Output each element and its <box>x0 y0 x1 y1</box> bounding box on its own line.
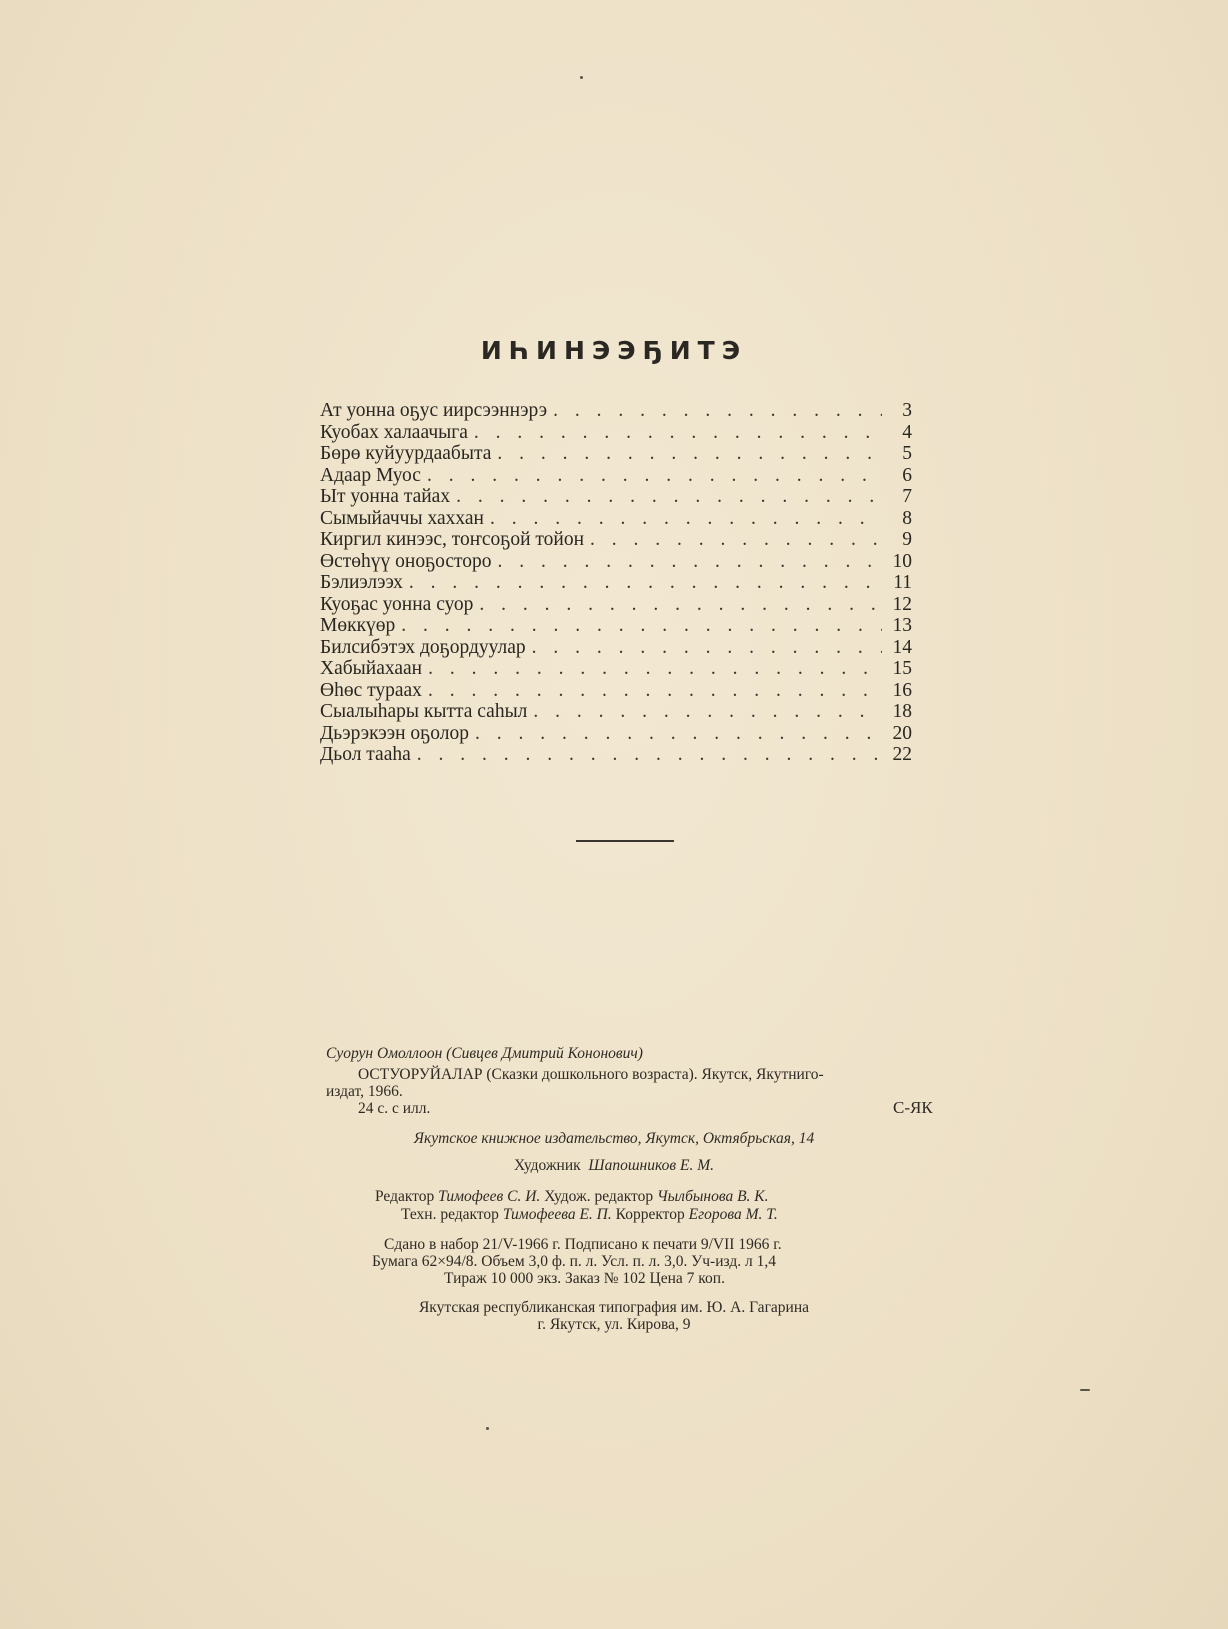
imprint-artist <box>0 1157 1228 1175</box>
print-speck <box>1080 1389 1090 1391</box>
toc-leader-dots <box>456 486 882 508</box>
table-of-contents <box>320 400 912 766</box>
imprint-index: С-ЯК <box>893 1098 933 1117</box>
toc-entry-title: Өһөс тураах <box>320 679 422 701</box>
imprint-paper: Бумага 62×94/8. Объем 3,0 ф. п. л. Усл. п. л. 3,0. Уч-изд. л 1,4 <box>372 1253 776 1270</box>
toc-leader-dots <box>553 400 882 422</box>
toc-entry-title: Ыт уонна тайах <box>320 486 451 507</box>
toc-leader-dots <box>417 744 882 766</box>
toc-entry-title: Дьэрэкээн оҕолор <box>320 722 469 744</box>
toc-entry-title: Дьол тааһа <box>320 744 411 765</box>
toc-entry <box>320 744 912 766</box>
toc-entry <box>320 465 912 487</box>
imprint-printer-address: г. Якутск, ул. Кирова, 9 <box>537 1316 691 1333</box>
toc-entry <box>320 508 912 530</box>
toc-entry-page: 6 <box>902 464 912 486</box>
toc-entry <box>320 551 912 573</box>
toc-entry <box>320 422 912 444</box>
toc-entry-page: 9 <box>902 529 912 550</box>
editor-label: Редактор <box>375 1188 435 1205</box>
toc-entry-page: 5 <box>902 443 912 464</box>
toc-entry-title: Адаар Муос <box>320 464 421 486</box>
toc-leader-dots <box>475 723 882 745</box>
artist-name: Шапошников Е. М. <box>588 1157 714 1174</box>
toc-entry-title: Хабыйахаан <box>320 658 423 679</box>
corrector-name: Егорова М. Т. <box>688 1206 778 1223</box>
toc-entry-page: 14 <box>892 636 912 658</box>
toc-entry-title: Куобах халаачыга <box>320 421 468 443</box>
toc-entry-page: 13 <box>892 615 912 636</box>
toc-entry <box>320 443 912 465</box>
toc-entry-title: Сыалыһары кытта саһыл <box>320 701 528 722</box>
imprint-circulation: Тираж 10 000 экз. Заказ № 102 Цена 7 коп. <box>444 1270 725 1287</box>
imprint-editors <box>375 1188 768 1206</box>
toc-leader-dots <box>479 594 882 616</box>
toc-entry-title: Сымыйаччы хаххан <box>320 507 484 529</box>
imprint-print-dates: Сдано в набор 21/V-1966 г. Подписано к печати 9/VII 1966 г. <box>384 1236 782 1253</box>
imprint-publisher: Якутское книжное издательство, Якутск, Октябрьская, 14 <box>413 1130 815 1147</box>
toc-entry-page: 7 <box>902 486 912 507</box>
toc-entry <box>320 658 912 680</box>
tech-editor-name: Тимофеева Е. П. <box>502 1206 612 1223</box>
toc-entry <box>320 637 912 659</box>
toc-entry <box>320 723 912 745</box>
print-speck <box>580 76 583 79</box>
imprint-printer: Якутская республиканская типография им. Ю. А. Гагарина <box>418 1299 810 1316</box>
toc-entry-page: 18 <box>892 701 912 722</box>
toc-leader-dots <box>498 551 882 573</box>
contents-title: ИҺИНЭЭҔИТЭ <box>480 336 748 365</box>
tech-editor-label: Техн. редактор <box>401 1206 499 1223</box>
toc-entry-title: Киргил кинээс, тоҥсоҕой тойон <box>320 529 585 550</box>
toc-leader-dots <box>409 572 882 594</box>
toc-leader-dots <box>474 422 882 444</box>
corrector-label: Корректор <box>615 1206 685 1223</box>
toc-entry-title: Бөрө куйуурдаабыта <box>320 443 492 464</box>
toc-entry <box>320 400 912 422</box>
toc-entry-page: 10 <box>892 550 912 572</box>
toc-entry-page: 15 <box>892 658 912 679</box>
toc-leader-dots <box>427 465 882 487</box>
toc-entry-title: Бэлиэлээх <box>320 572 403 593</box>
toc-leader-dots <box>490 508 882 530</box>
toc-leader-dots <box>533 701 882 723</box>
toc-entry-page: 12 <box>892 593 912 615</box>
toc-leader-dots <box>428 680 882 702</box>
toc-entry-title: Ат уонна оҕус иирсээннэрэ <box>320 400 548 421</box>
toc-entry-title: Өстөһүү оноҕосторо <box>320 550 492 572</box>
toc-leader-dots <box>497 443 882 465</box>
imprint-pages: 24 с. с илл. <box>358 1100 431 1117</box>
imprint-book-title-cont: издат, 1966. <box>326 1083 403 1100</box>
toc-entry-title: Мөккүөр <box>320 615 396 636</box>
toc-entry-page: 20 <box>892 722 912 744</box>
toc-entry-page: 22 <box>892 744 912 765</box>
toc-entry-page: 11 <box>893 572 912 593</box>
toc-entry-title: Куоҕас уонна суор <box>320 593 474 615</box>
toc-entry <box>320 594 912 616</box>
toc-entry <box>320 572 912 594</box>
imprint-author: Суорун Омоллоон (Сивцев Дмитрий Кононович) <box>326 1045 643 1062</box>
toc-entry <box>320 680 912 702</box>
toc-entry-page: 3 <box>902 400 912 421</box>
imprint-tech-editors <box>401 1206 778 1224</box>
toc-entry <box>320 529 912 551</box>
section-divider <box>576 840 674 842</box>
toc-leader-dots <box>428 658 882 680</box>
toc-entry <box>320 701 912 723</box>
art-editor-label: Худож. редактор <box>544 1188 654 1205</box>
artist-label: Художник <box>513 1157 581 1174</box>
toc-leader-dots <box>532 637 882 659</box>
art-editor-name: Чылбынова В. К. <box>656 1188 769 1205</box>
toc-entry-title: Билсибэтэх доҕордуулар <box>320 636 526 658</box>
editor-name: Тимофеев С. И. <box>438 1188 541 1205</box>
imprint-book-title: ОСТУОРУЙАЛАР (Сказки дошкольного возраста). Якутск, Якутниго- <box>358 1066 824 1083</box>
toc-entry-page: 4 <box>902 421 912 443</box>
toc-entry <box>320 486 912 508</box>
print-speck <box>486 1427 489 1430</box>
toc-entry-page: 8 <box>902 507 912 529</box>
toc-entry-page: 16 <box>892 679 912 701</box>
toc-leader-dots <box>590 529 882 551</box>
toc-leader-dots <box>401 615 882 637</box>
toc-entry <box>320 615 912 637</box>
